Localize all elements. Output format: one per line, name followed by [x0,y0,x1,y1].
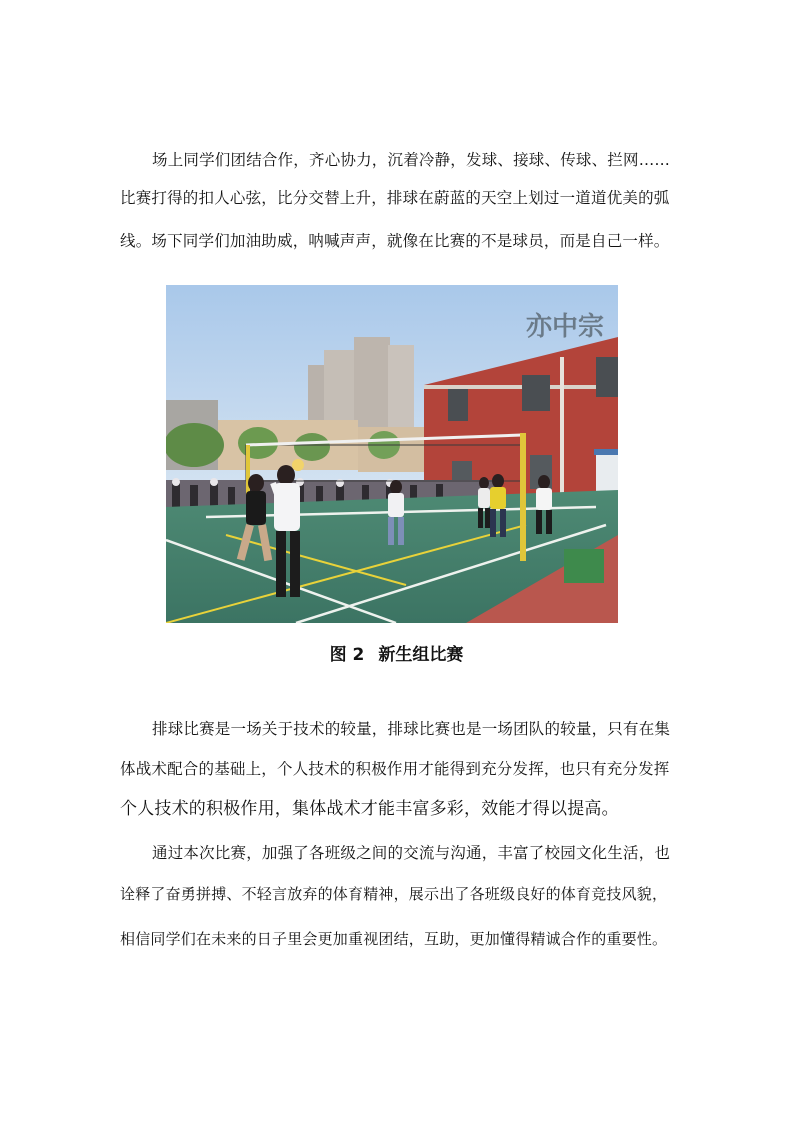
paragraph-3-line-2: 诠释了奋勇拼搏、不轻言放弃的体育精神，展示出了各班级良好的体育竞技风貌， [120,885,668,903]
paragraph-1-line-1: 场上同学们团结合作，齐心协力，沉着冷静，发球、接球、传球、拦网…… [152,151,671,169]
paragraph-2-line-3: 个人技术的积极作用，集体战术才能丰富多彩，效能才得以提高。 [120,799,619,819]
volleyball-match-photo [166,285,618,623]
figure-caption [0,642,793,668]
paragraph-1-line-3: 线。场下同学们加油助威，呐喊声声，就像在比赛的不是球员，而是自己一样。 [120,232,670,250]
paragraph-3-line-3: 相信同学们在未来的日子里会更加重视团结，互助，更加懂得精诚合作的重要性。 [120,930,668,948]
figure-title: 新生组比赛 [378,645,464,665]
paragraph-1-line-2: 比赛打得的扣人心弦，比分交替上升，排球在蔚蓝的天空上划过一道道优美的弧 [120,189,670,207]
paragraph-2-line-1: 排球比赛是一场关于技术的较量，排球比赛也是一场团队的较量，只有在集 [152,720,671,738]
paragraph-2-line-2: 体战术配合的基础上，个人技术的积极作用才能得到充分发挥，也只有充分发挥 [120,760,670,778]
paragraph-3-line-1: 通过本次比赛，加强了各班级之间的交流与沟通，丰富了校园文化生活，也 [152,844,671,862]
figure-number: 图 2 [329,645,365,665]
building-sign: 亦中宗 [526,312,605,342]
